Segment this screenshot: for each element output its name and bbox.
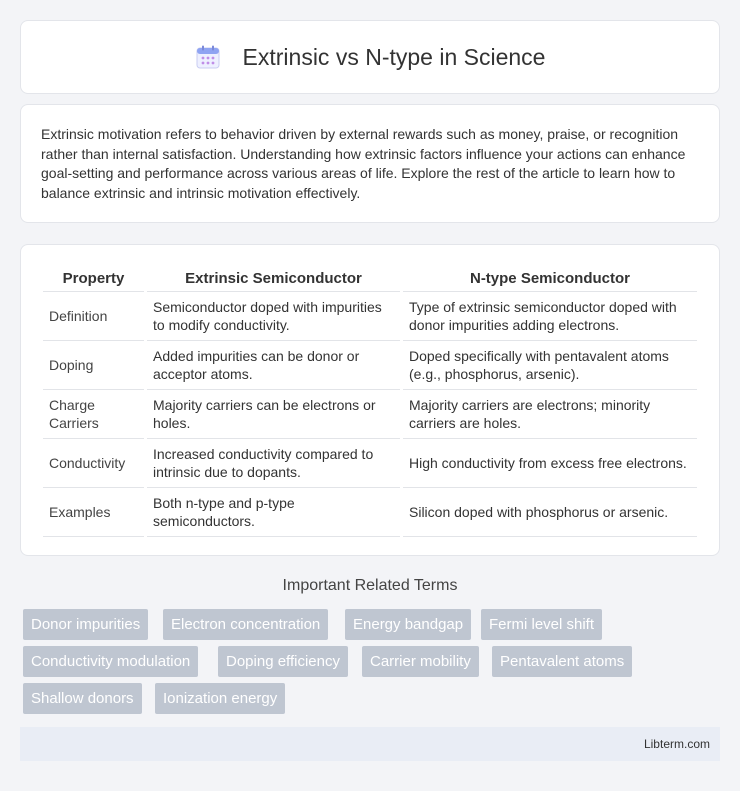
term-tag[interactable]: Electron concentration [163, 609, 328, 640]
row-label: Charge Carriers [43, 390, 144, 439]
table-cell: Type of extrinsic semiconductor doped with donor impurities adding electrons. [403, 292, 697, 341]
table-row [43, 439, 697, 488]
table-cell: Both n-type and p-type semiconductors. [147, 488, 400, 537]
term-tag[interactable]: Conductivity modulation [23, 646, 198, 677]
table-cell: High conductivity from excess free electrons. [403, 439, 697, 488]
calendar-icon [195, 44, 221, 70]
row-label: Doping [43, 341, 144, 390]
table-cell: Added impurities can be donor or acceptor atoms. [147, 341, 400, 390]
term-tag[interactable]: Shallow donors [23, 683, 142, 714]
row-label: Conductivity [43, 439, 144, 488]
term-tag[interactable]: Donor impurities [23, 609, 148, 640]
term-tag[interactable]: Doping efficiency [218, 646, 348, 677]
table-cell: Majority carriers are electrons; minority carriers are holes. [403, 390, 697, 439]
term-tag[interactable]: Fermi level shift [481, 609, 602, 640]
table-row [43, 488, 697, 537]
table-row [43, 341, 697, 390]
table-cell: Silicon doped with phosphorus or arsenic. [403, 488, 697, 537]
table-row [43, 390, 697, 439]
comparison-table [43, 265, 697, 537]
intro-card [20, 104, 720, 223]
table-cell: Doped specifically with pentavalent atoms (e.g., phosphorus, arsenic). [403, 341, 697, 390]
term-tag[interactable]: Ionization energy [155, 683, 285, 714]
page-title: Extrinsic vs N-type in Science [242, 43, 546, 70]
comparison-table-card [20, 244, 720, 556]
table-row [43, 292, 697, 341]
intro-text: Extrinsic motivation refers to behavior driven by external rewards such as money, praise, or recognition rather than internal satisfaction. Understanding how extrinsic factors influence your actions can enhance goal-setting and performance across various areas of life. Explore the rest of the article to learn how to balance extrinsic and intrinsic motivation effectively. [41, 126, 686, 201]
term-tag[interactable]: Pentavalent atoms [492, 646, 632, 677]
term-tag[interactable]: Energy bandgap [345, 609, 471, 640]
table-cell: Majority carriers can be electrons or holes. [147, 390, 400, 439]
table-cell: Increased conductivity compared to intrinsic due to dopants. [147, 439, 400, 488]
table-header-row [43, 265, 697, 292]
column-header-ntype: N-type Semiconductor [403, 265, 697, 292]
header [195, 44, 546, 71]
row-label: Examples [43, 488, 144, 537]
table-cell: Semiconductor doped with impurities to modify conductivity. [147, 292, 400, 341]
row-label: Definition [43, 292, 144, 341]
footer [20, 727, 720, 761]
header-card [20, 20, 720, 94]
footer-site-link[interactable]: Libterm.com [643, 737, 710, 751]
column-header-extrinsic: Extrinsic Semiconductor [147, 265, 400, 292]
column-header-property: Property [43, 265, 144, 292]
term-tag[interactable]: Carrier mobility [362, 646, 479, 677]
related-terms-title: Important Related Terms [282, 577, 458, 594]
